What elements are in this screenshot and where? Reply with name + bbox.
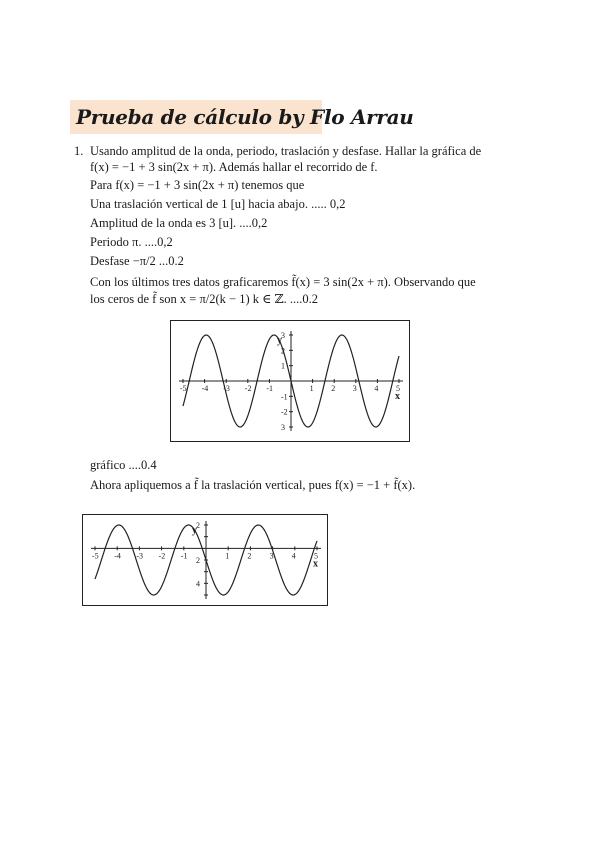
solution-line: Periodo π. ....0,2 [90, 235, 173, 249]
x-axis-label: x [395, 391, 400, 402]
x-tick-label: -5 [92, 551, 99, 561]
solution-line: Una traslación vertical de 1 [u] hacia abajo. ..... 0,2 [90, 197, 346, 211]
chart-1-svg [171, 321, 409, 441]
y-tick-label: 1 [281, 361, 285, 371]
grafico-line: gráfico ....0.4 [90, 458, 157, 472]
solution-line: Amplitud de la onda es 3 [u]. ....0,2 [90, 216, 268, 230]
x-tick-label: -4 [114, 551, 121, 561]
y-tick-label: 4 [196, 579, 200, 589]
x-tick-label: 3 [352, 384, 357, 393]
x-tick-label: -2 [244, 384, 252, 393]
solution-line: Para f(x) = −1 + 3 sin(2x + π) tenemos que [90, 178, 305, 192]
x-tick-label: 2 [331, 384, 336, 393]
y-axis-label: y [277, 335, 282, 346]
y-tick-label: 2 [281, 346, 285, 356]
y-tick-label: 2 [196, 521, 200, 530]
x-tick-label: 5 [396, 384, 400, 393]
y-tick-label: -2 [281, 407, 288, 417]
page-title: Prueba de cálculo by Flo Arrau [76, 105, 414, 129]
x-tick-label: 3 [269, 551, 274, 561]
problem-statement-line1: Usando amplitud de la onda, periodo, traslación y desfase. Hallar la gráfica de [90, 144, 482, 158]
x-tick-label: -5 [180, 384, 187, 393]
solution-line: Con los últimos tres datos graficaremos f̃(x) = 3 sin(2x + π). Observando que [90, 275, 476, 289]
graph-2 [82, 514, 328, 606]
x-tick-label: -2 [158, 551, 166, 561]
x-tick-label: -3 [223, 384, 230, 393]
problem-statement-line2: f(x) = −1 + 3 sin(2x + π). Además hallar el recorrido de f. [90, 160, 378, 174]
x-tick-label: -3 [136, 551, 144, 561]
x-tick-label: -1 [180, 551, 188, 561]
y-tick-label: 3 [281, 423, 285, 432]
x-tick-label: 5 [314, 551, 318, 561]
y-tick-label: -1 [281, 392, 288, 402]
y-tick-label: 3 [281, 331, 285, 340]
solution-line: Desfase −π/2 ...0.2 [90, 254, 184, 268]
ahora-line: Ahora apliquemos a f̃ la traslación vertical, pues f(x) = −1 + f̃(x). [90, 478, 416, 492]
chart-2-svg [83, 515, 327, 605]
x-tick-label: 2 [247, 551, 252, 561]
problem-number: 1. [74, 144, 84, 158]
title-banner [70, 100, 414, 134]
y-tick-label: 2 [196, 556, 200, 565]
solution-line: los ceros de f̃ son x = π/2(k − 1) k ∈ ℤ. ....0.2 [90, 292, 318, 306]
graph-1 [170, 320, 410, 442]
x-tick-label: 1 [225, 551, 230, 561]
x-tick-label: -1 [266, 384, 274, 393]
x-tick-label: 4 [291, 551, 296, 561]
x-tick-label: 4 [374, 384, 379, 393]
y-axis-label: y [192, 525, 197, 536]
x-tick-label: 1 [309, 384, 314, 393]
x-tick-label: -4 [201, 384, 209, 393]
x-axis-label: x [313, 558, 318, 570]
